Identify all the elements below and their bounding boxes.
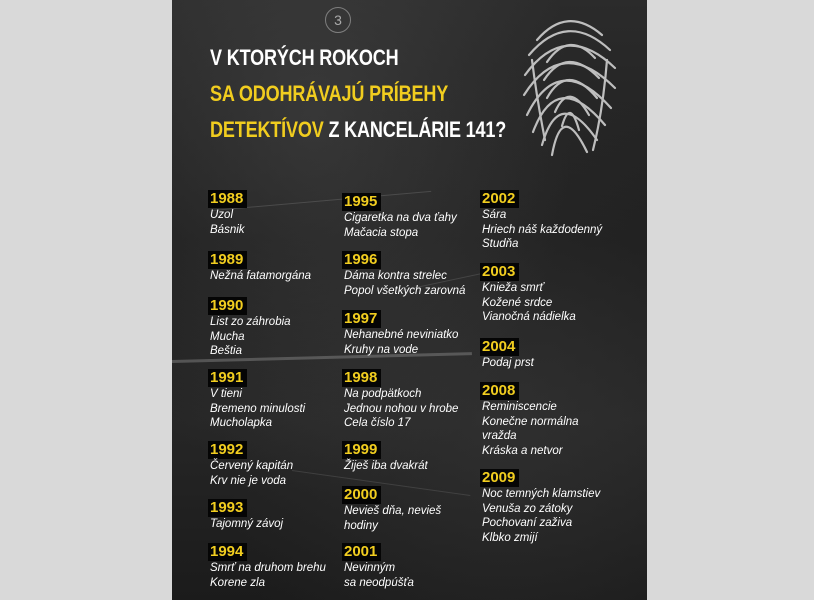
story-title: Nevieš dňa, nevieš (344, 505, 442, 517)
year-label: 1992 (208, 441, 247, 459)
year-entry (210, 441, 360, 488)
story-title: Uzol (210, 209, 234, 221)
year-entry (210, 369, 360, 431)
story-title: Knieža smrť (482, 282, 544, 294)
year-entry (344, 369, 494, 431)
year-label: 2008 (480, 382, 519, 400)
year-entry (344, 486, 494, 533)
story-title: Klbko zmijí (482, 531, 538, 544)
year-entry (210, 543, 360, 590)
story-title: Mačacia stopa (344, 226, 419, 239)
year-label: 2004 (480, 338, 519, 356)
year-label: 2001 (342, 543, 381, 561)
year-entry (210, 297, 360, 359)
year-label: 1994 (208, 543, 247, 561)
title-line-3-highlight: DETEKTÍVOV (210, 117, 324, 142)
story-title: Mucha (210, 330, 245, 343)
year-label: 1997 (342, 310, 381, 328)
fingerprint-icon (507, 0, 627, 170)
story-title: Jednou nohou v hrobe (344, 402, 459, 415)
story-title: Konečne normálna (482, 415, 579, 428)
year-label: 1998 (342, 369, 381, 387)
story-title: Žiješ iba dvakrát (344, 460, 428, 472)
story-title: Beštia (210, 345, 242, 357)
story-title: Smrť na druhom brehu (210, 562, 326, 574)
story-title: V tieni (210, 388, 242, 400)
year-label: 1995 (342, 193, 381, 211)
story-title: Bremeno minulosti (210, 402, 306, 415)
year-label: 2003 (480, 263, 519, 281)
year-entry (210, 190, 360, 237)
poster (172, 0, 647, 600)
year-label: 1991 (208, 369, 247, 387)
year-entry (344, 441, 494, 474)
story-title: Nežná fatamorgána (210, 270, 312, 282)
year-label: 2002 (480, 190, 519, 208)
year-entry (482, 263, 632, 325)
year-label: 2009 (480, 469, 519, 487)
story-title: Na podpätkoch (344, 388, 422, 400)
year-entry (344, 310, 494, 357)
story-title: Pochovaní zaživa (482, 517, 573, 529)
year-entry (210, 251, 360, 284)
story-title: vražda (482, 430, 517, 442)
story-title: Noc temných klamstiev (482, 488, 601, 500)
year-entry (344, 193, 494, 240)
story-title: Kruhy na vode (344, 343, 419, 356)
year-label: 1999 (342, 441, 381, 459)
story-title: Popol všetkých zarovná (344, 284, 466, 297)
year-label: 2000 (342, 486, 381, 504)
year-entry (482, 469, 632, 545)
story-title: Sára (482, 209, 507, 221)
story-title: Korene zla (210, 576, 265, 589)
story-title: Kráska a netvor (482, 444, 563, 457)
story-title: Krv nie je voda (210, 474, 287, 487)
year-label: 1989 (208, 251, 247, 269)
story-title: Kožené srdce (482, 296, 553, 309)
story-title: List zo záhrobia (210, 316, 291, 328)
story-title: Básnik (210, 223, 245, 236)
page-title (210, 40, 506, 148)
story-title: hodiny (344, 519, 378, 532)
year-entry (482, 338, 632, 371)
story-title: Tajomný závoj (210, 518, 284, 530)
year-entry (344, 543, 494, 590)
story-title: sa neodpúšťa (344, 576, 414, 589)
story-title: Červený kapitán (210, 460, 294, 472)
title-line-3-rest: Z KANCELÁRIE 141? (323, 117, 507, 142)
year-label: 1996 (342, 251, 381, 269)
story-title: Venuša zo zátoky (482, 502, 573, 515)
year-label: 1988 (208, 190, 247, 208)
circled-number: 3 (325, 7, 351, 33)
year-entry (482, 190, 632, 252)
story-title: Hriech náš každodenný (482, 223, 603, 236)
story-title: Dáma kontra strelec (344, 270, 447, 282)
title-line-1: V KTORÝCH ROKOCH (210, 45, 399, 70)
story-title: Nevinným (344, 562, 396, 574)
story-title: Podaj prst (482, 357, 534, 369)
title-line-2: SA ODOHRÁVAJÚ PRÍBEHY (210, 81, 449, 106)
year-entry (210, 499, 360, 532)
story-title: Cela číslo 17 (344, 417, 411, 429)
year-entry (344, 251, 494, 298)
year-label: 1990 (208, 297, 247, 315)
year-entry (482, 382, 632, 458)
story-title: Nehanebné neviniatko (344, 329, 459, 341)
story-title: Reminiscencie (482, 401, 557, 413)
story-title: Vianočná nádielka (482, 311, 576, 323)
story-title: Studňa (482, 238, 519, 250)
story-title: Mucholapka (210, 417, 273, 429)
year-label: 1993 (208, 499, 247, 517)
story-title: Cigaretka na dva ťahy (344, 212, 457, 224)
